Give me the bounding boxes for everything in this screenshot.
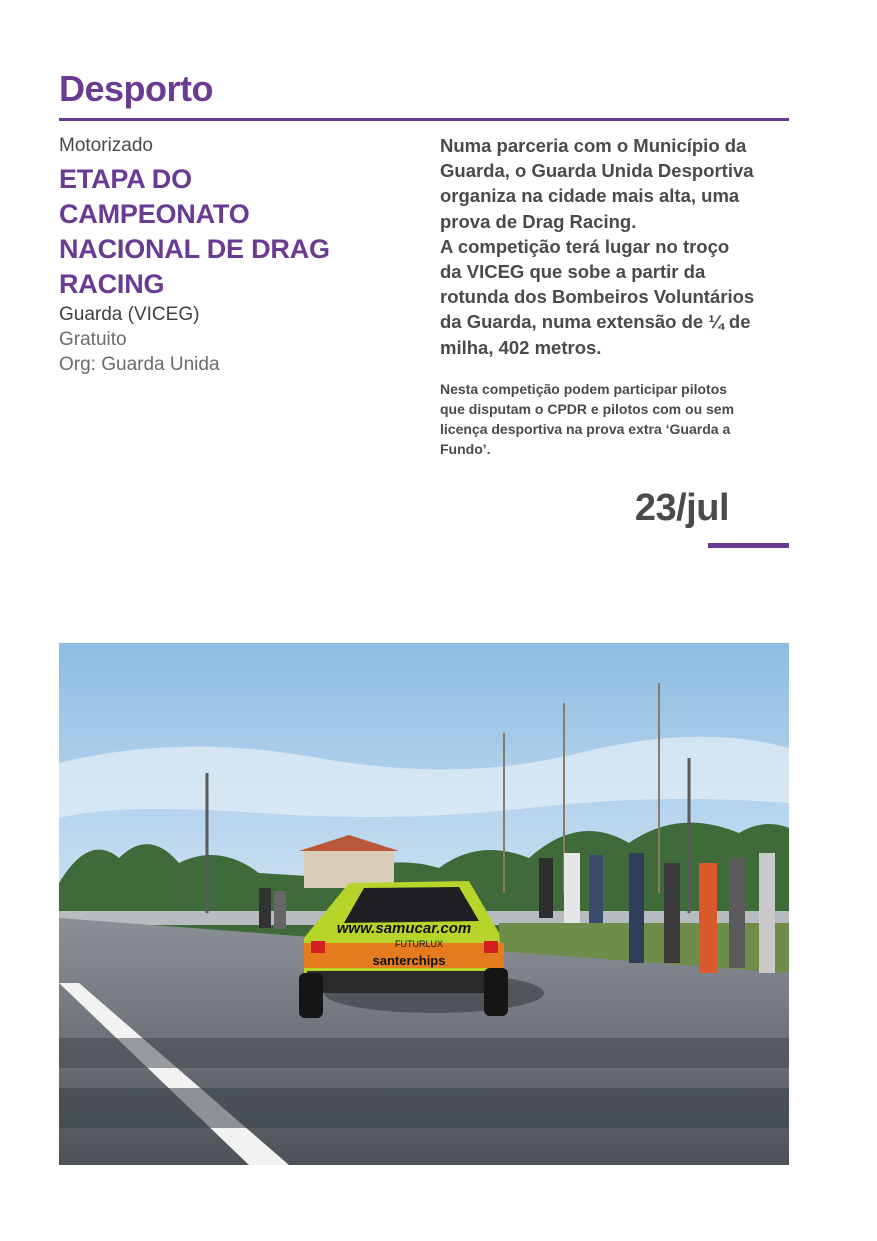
note-line: Nesta competição podem participar pilotos	[440, 380, 728, 397]
event-title-line: ETAPA DO	[59, 164, 192, 194]
description-line: rotunda dos Bombeiros Voluntários	[440, 286, 755, 308]
house	[304, 848, 394, 888]
drag-race-illustration	[59, 643, 789, 1165]
event-title	[59, 162, 389, 302]
event-title-line: CAMPEONATO	[59, 199, 250, 229]
road-shadow	[59, 1088, 789, 1128]
description-line: da Guarda, numa extensão de ¼ de	[440, 311, 751, 333]
description-line: Numa parceria com o Município da	[440, 135, 747, 156]
event-note	[440, 379, 792, 459]
note-line: licença desportiva na prova extra ‘Guarda a	[440, 420, 731, 437]
event-info	[59, 133, 389, 377]
event-organizer: Org: Guarda Unida	[59, 354, 220, 375]
car-text-top: www.samucar.com	[336, 920, 472, 937]
event-title-line: NACIONAL DE DRAG	[59, 234, 330, 264]
description-line: organiza na cidade mais alta, uma	[440, 185, 740, 207]
car-text-bottom: santerchips	[372, 953, 446, 968]
event-date: 23/jul	[634, 487, 729, 529]
car-text-mid: FUTURLUX	[394, 939, 444, 949]
section-divider	[59, 118, 789, 121]
event-location: Guarda (VICEG)	[59, 304, 200, 325]
event-category: Motorizado	[59, 135, 153, 156]
note-line: que disputam o CPDR e pilotos com ou sem	[440, 400, 735, 417]
description-line: milha, 402 metros.	[440, 336, 602, 358]
road-shadow	[59, 1038, 789, 1068]
event-price: Gratuito	[59, 329, 127, 350]
description-line: Guarda, o Guarda Unida Desportiva	[440, 160, 754, 182]
event-photo	[59, 643, 789, 1165]
date-underline	[708, 543, 789, 548]
note-line: Fundo’.	[440, 440, 491, 457]
event-description	[440, 133, 792, 360]
event-title-line: RACING	[59, 269, 165, 299]
event-details	[440, 133, 792, 459]
section-title: Desporto	[59, 68, 214, 109]
description-line: prova de Drag Racing.	[440, 210, 637, 232]
description-line: da VICEG que sobe a partir da	[440, 261, 706, 283]
description-line: A competição terá lugar no troço	[440, 235, 730, 257]
